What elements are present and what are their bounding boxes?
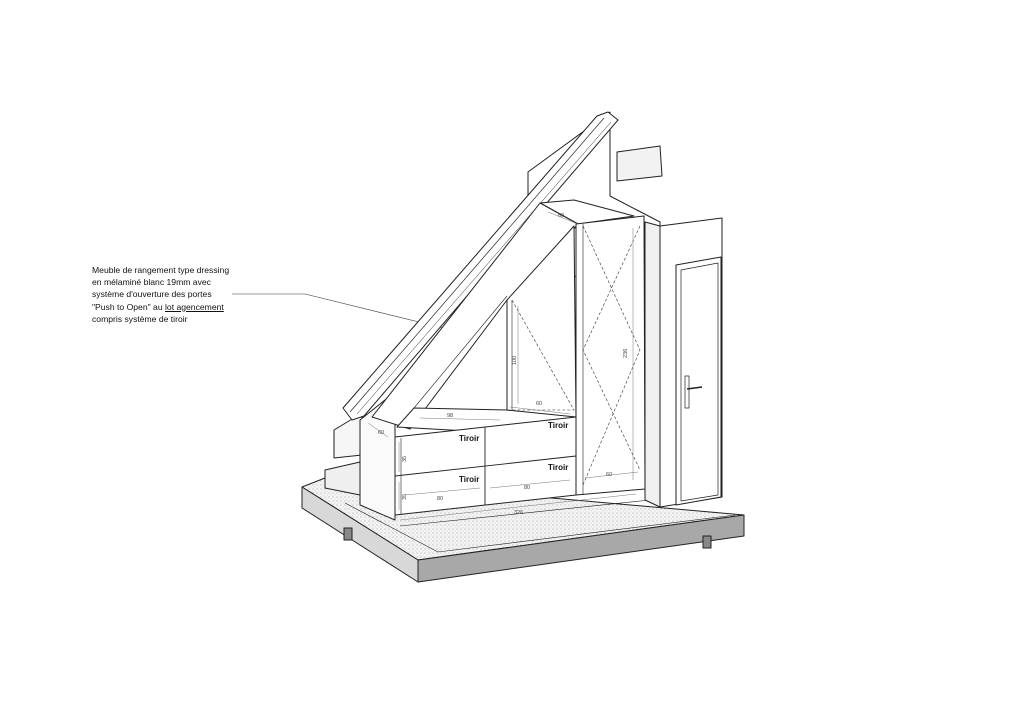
dim-drawer-height-lower: 35 — [402, 493, 408, 500]
annotation-line-2: en mélaminé blanc 19mm avec — [92, 277, 211, 288]
drawer-label-2: Tiroir — [548, 421, 569, 430]
tall-door — [576, 216, 645, 495]
annotation-lot-agencement: lot agencement — [165, 301, 224, 312]
annotation-push-to-open: "Push to Open" au — [92, 301, 165, 312]
drawer-label-1: Tiroir — [459, 434, 480, 443]
slab-foot-right — [703, 536, 711, 548]
drawer-label-4: Tiroir — [548, 463, 569, 472]
dim-wardrobe-height: 236 — [623, 348, 629, 358]
dim-drawer-height-upper: 35 — [402, 455, 408, 462]
annotation-line-5: compris système de tiroir — [92, 313, 188, 324]
ridge-beam — [617, 146, 662, 181]
annotation-line-3: système d'ouverture des portes — [92, 289, 212, 300]
dim-drawer-width-left: 80 — [437, 496, 444, 502]
dim-niche-depth: 60 — [536, 401, 543, 407]
dim-side-depth: 60 — [378, 430, 385, 436]
wall-end — [645, 222, 660, 507]
dim-wardrobe-depth: 60 — [606, 472, 613, 478]
dim-niche-height: 100 — [512, 355, 518, 365]
right-wall — [645, 218, 722, 507]
annotation-line-1: Meuble de rangement type dressing — [92, 265, 230, 275]
dim-top-depth: 60 — [558, 213, 565, 219]
drawer-label-3: Tiroir — [459, 475, 480, 484]
rafter-stub — [334, 413, 362, 458]
slab-foot-left — [344, 528, 352, 540]
dim-drawer-width-right: 80 — [524, 485, 531, 491]
dim-total-width: 326 — [514, 510, 524, 516]
dim-niche-width: 98 — [447, 413, 454, 419]
